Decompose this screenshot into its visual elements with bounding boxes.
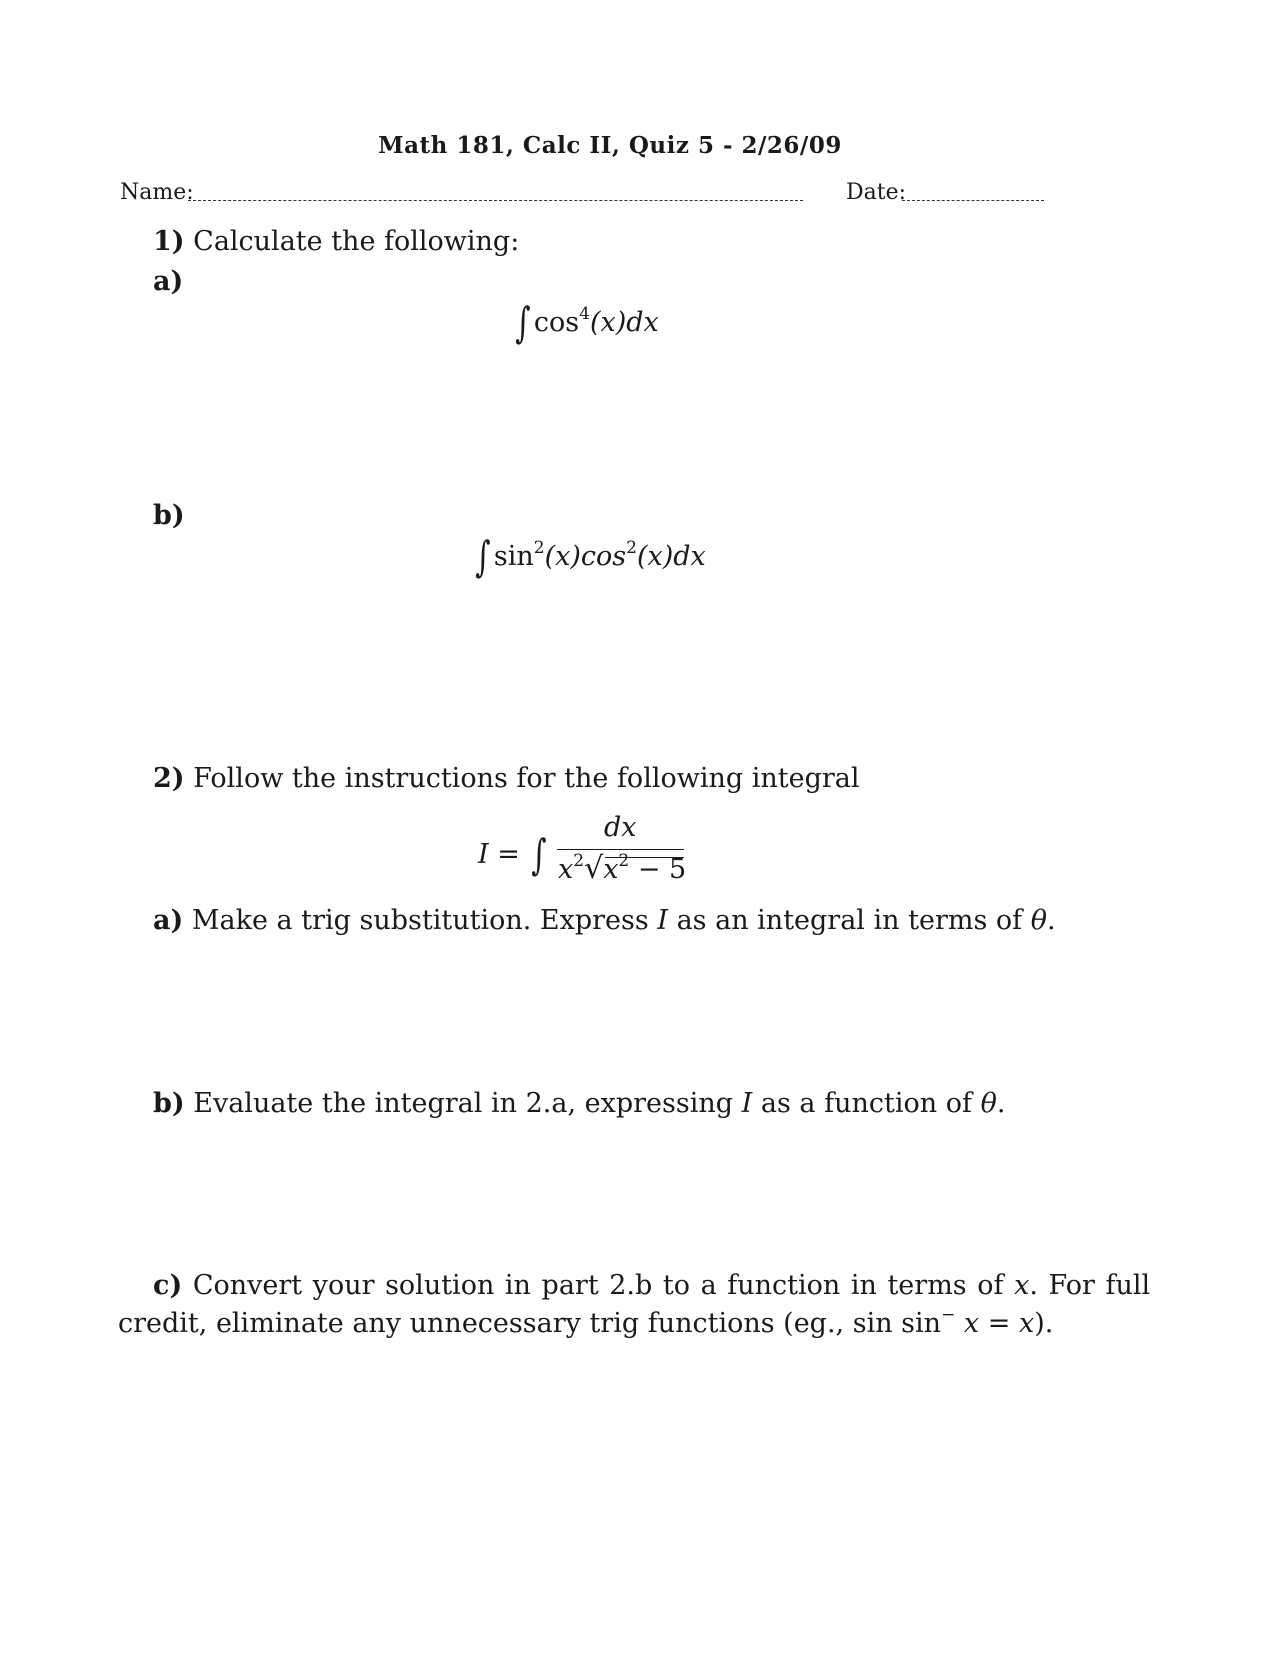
question-1-heading (153, 226, 519, 257)
integral-sign-icon: ∫ (515, 298, 531, 347)
integral-1a: ∫ $\cos^4(x)dx$ (515, 298, 659, 347)
name-blank-line[interactable] (188, 200, 803, 201)
question-1a-label: a) (153, 266, 184, 297)
integral-2-numerator: dx (604, 812, 637, 843)
sqrt-icon: √ (584, 851, 604, 886)
question-2-number: 2) (153, 763, 185, 794)
integral-sign-icon: ∫ (531, 830, 548, 879)
page-title: Math 181, Calc II, Quiz 5 - 2/26/09 (378, 132, 842, 159)
question-1-number: 1) (153, 226, 185, 257)
integral-2-denominator: $x^2√x^2 - 5$ (558, 851, 687, 886)
question-2-heading (153, 763, 860, 794)
question-2c-line-2: credit, eliminate any unnecessary trig functions (eg., sin sin− x = x). (118, 1305, 1054, 1339)
question-2-prompt: Follow the instructions for the following integral (193, 763, 860, 794)
date-blank-line[interactable] (902, 200, 1044, 201)
question-1b-label: b) (153, 500, 185, 531)
integral-1b: ∫ $\sin^2(x)\cos^2(x)dx$ (475, 532, 706, 581)
question-2a: a) Make a trig substitution. Express I as an integral in terms of θ. (153, 905, 1056, 936)
integral-sign-icon: ∫ (475, 532, 491, 581)
date-label: Date: (846, 180, 907, 205)
sqrt-bar (605, 857, 684, 858)
question-2c-line-1: c) Convert your solution in part 2.b to a function in terms of x. For full (153, 1270, 1151, 1301)
name-label: Name: (120, 180, 194, 205)
integral-2-lhs: I = (478, 839, 520, 870)
question-2b: b) Evaluate the integral in 2.a, expressing I as a function of θ. (153, 1088, 1006, 1119)
question-1-prompt: Calculate the following: (193, 226, 520, 257)
fraction-bar (557, 849, 684, 850)
